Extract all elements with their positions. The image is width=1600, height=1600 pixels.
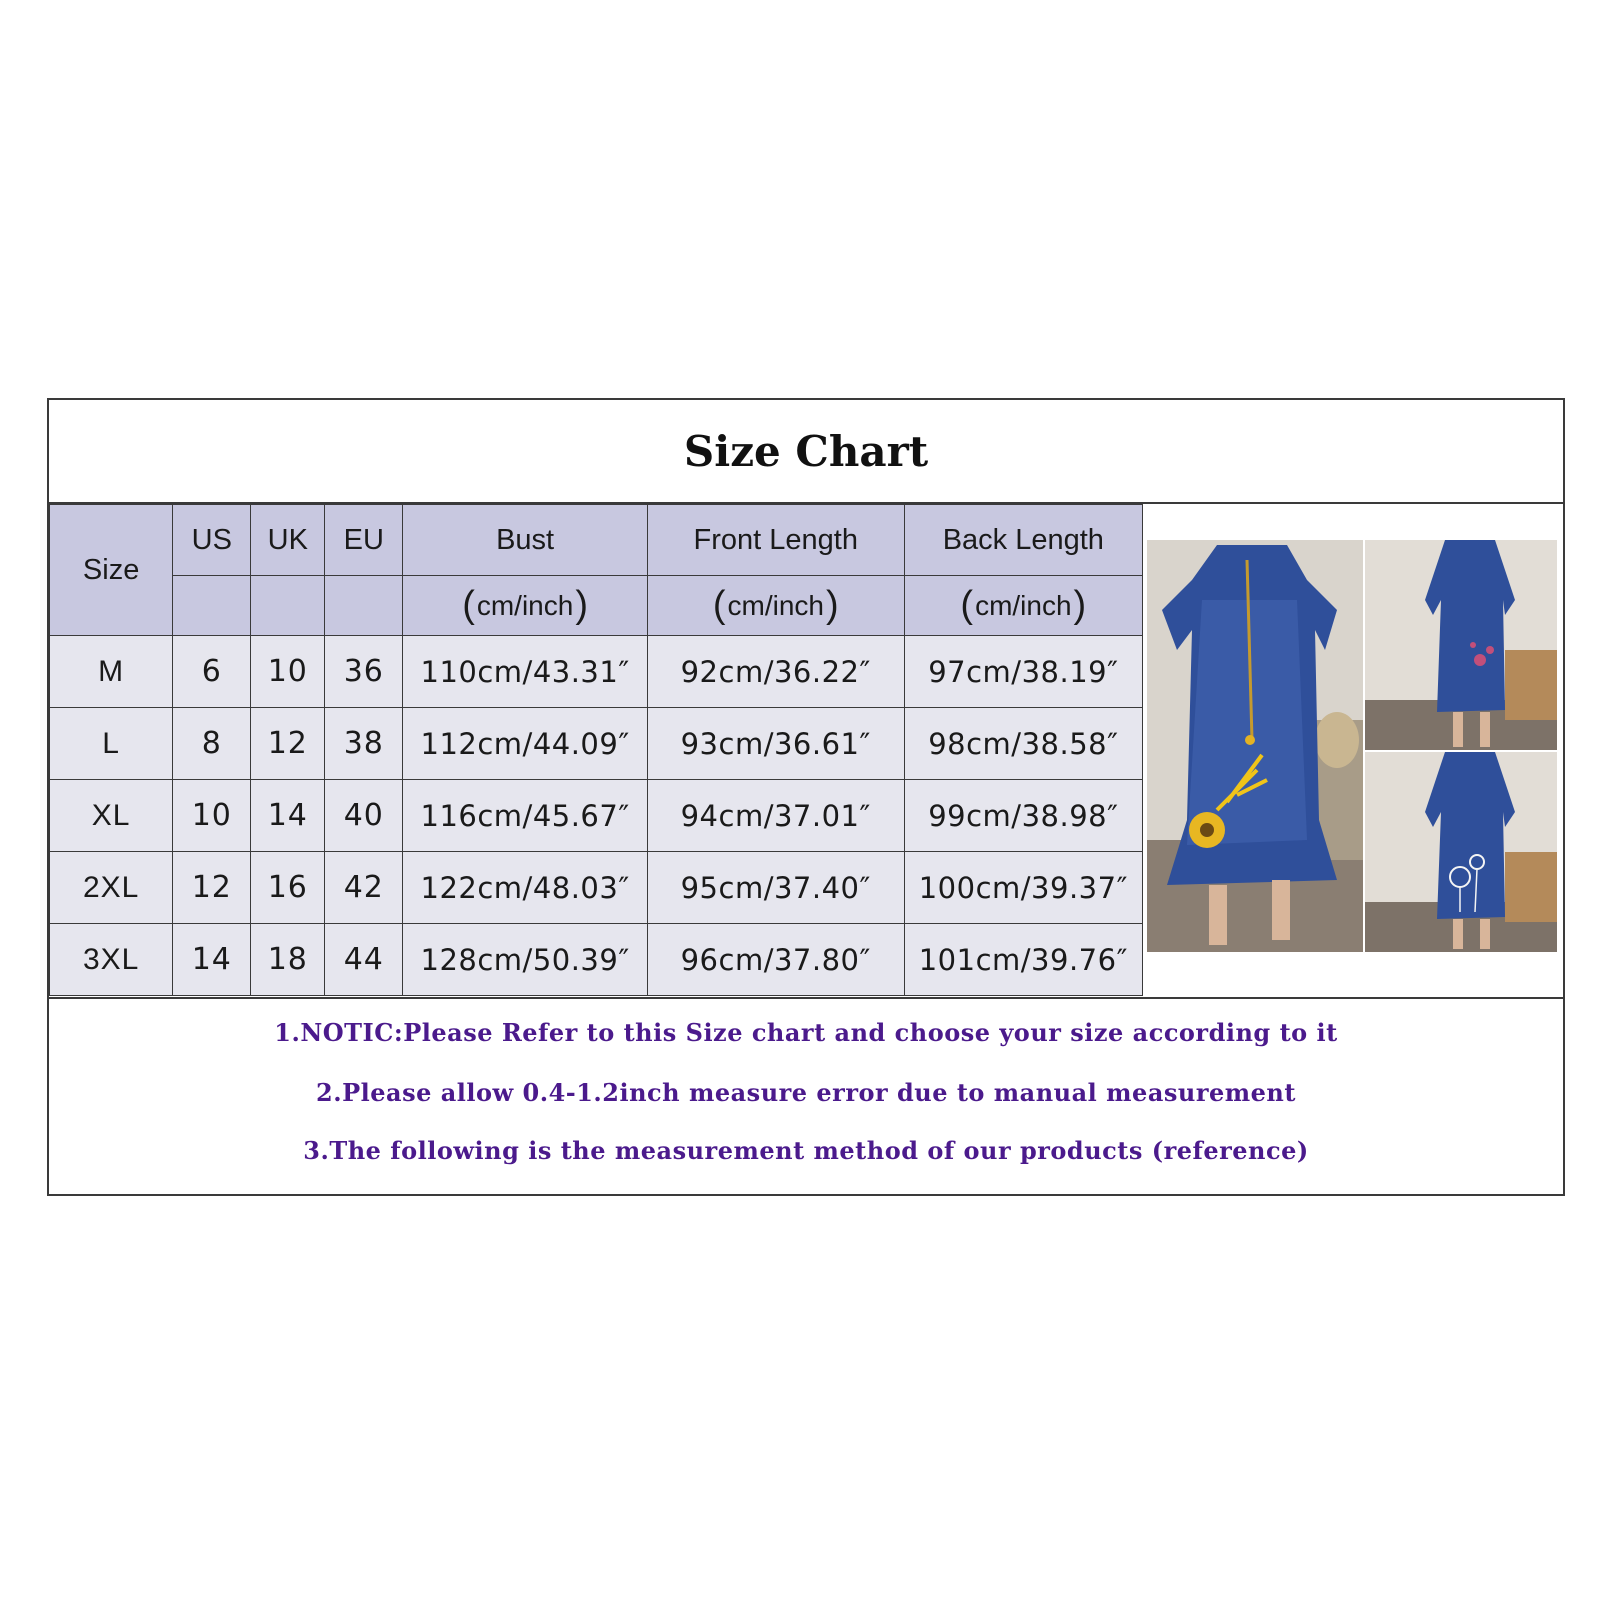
cell-uk: 14 [251,780,325,852]
header-back-length: Back Length [904,505,1142,576]
cell-bust: 116cm/45.67″ [403,780,647,852]
cell-us: 14 [173,924,251,996]
header-row [50,505,1143,576]
product-photo-bottom [1365,752,1557,952]
cell-back-length: 100cm/39.37″ [904,852,1142,924]
note-2: 2.Please allow 0.4-1.2inch measure error due to manual measurement [316,1078,1296,1107]
product-photo-top [1365,540,1557,750]
cell-uk: 16 [251,852,325,924]
cell-back-length: 97cm/38.19″ [904,636,1142,708]
cell-us: 8 [173,708,251,780]
cell-uk: 10 [251,636,325,708]
cell-size: M [50,636,173,708]
cell-uk: 12 [251,708,325,780]
cell-us: 10 [173,780,251,852]
cell-size: L [50,708,173,780]
header-size: Size [50,505,173,636]
cell-uk: 18 [251,924,325,996]
cell-bust: 122cm/48.03″ [403,852,647,924]
dress-sunflower-image [1147,540,1363,952]
dress-dandelion-image [1365,752,1557,952]
header-us: US [173,505,251,576]
header-uk-blank [251,576,325,636]
cell-eu: 40 [325,780,403,852]
table-row [50,852,1143,924]
unit-back-length: (cm/inch) [904,576,1142,636]
chart-title: Size Chart [49,400,1563,504]
cell-eu: 44 [325,924,403,996]
cell-eu: 38 [325,708,403,780]
table-row [50,636,1143,708]
table-row [50,708,1143,780]
unit-front-length: (cm/inch) [647,576,904,636]
note-3: 3.The following is the measurement method of our products (reference) [303,1136,1309,1165]
cell-front-length: 95cm/37.40″ [647,852,904,924]
header-front-length: Front Length [647,505,904,576]
size-chart-frame [47,398,1565,1196]
cell-front-length: 94cm/37.01″ [647,780,904,852]
cell-bust: 128cm/50.39″ [403,924,647,996]
header-eu: EU [325,505,403,576]
cell-back-length: 99cm/38.98″ [904,780,1142,852]
cell-front-length: 96cm/37.80″ [647,924,904,996]
note-1: 1.NOTIC:Please Refer to this Size chart and choose your size according to it [274,1018,1338,1047]
unit-row [50,576,1143,636]
divider [49,997,1563,999]
cell-us: 6 [173,636,251,708]
cell-bust: 110cm/43.31″ [403,636,647,708]
cell-size: 3XL [50,924,173,996]
unit-bust: (cm/inch) [403,576,647,636]
cell-eu: 36 [325,636,403,708]
table-row [50,924,1143,996]
product-photos [1147,540,1557,952]
header-uk: UK [251,505,325,576]
cell-us: 12 [173,852,251,924]
header-eu-blank [325,576,403,636]
cell-bust: 112cm/44.09″ [403,708,647,780]
header-bust: Bust [403,505,647,576]
dress-butterfly-image [1365,540,1557,750]
table-row [50,780,1143,852]
header-us-blank [173,576,251,636]
cell-front-length: 93cm/36.61″ [647,708,904,780]
cell-back-length: 101cm/39.76″ [904,924,1142,996]
cell-back-length: 98cm/38.58″ [904,708,1142,780]
cell-size: 2XL [50,852,173,924]
cell-size: XL [50,780,173,852]
size-table [49,504,1143,996]
cell-front-length: 92cm/36.22″ [647,636,904,708]
cell-eu: 42 [325,852,403,924]
product-photo-main [1147,540,1363,952]
